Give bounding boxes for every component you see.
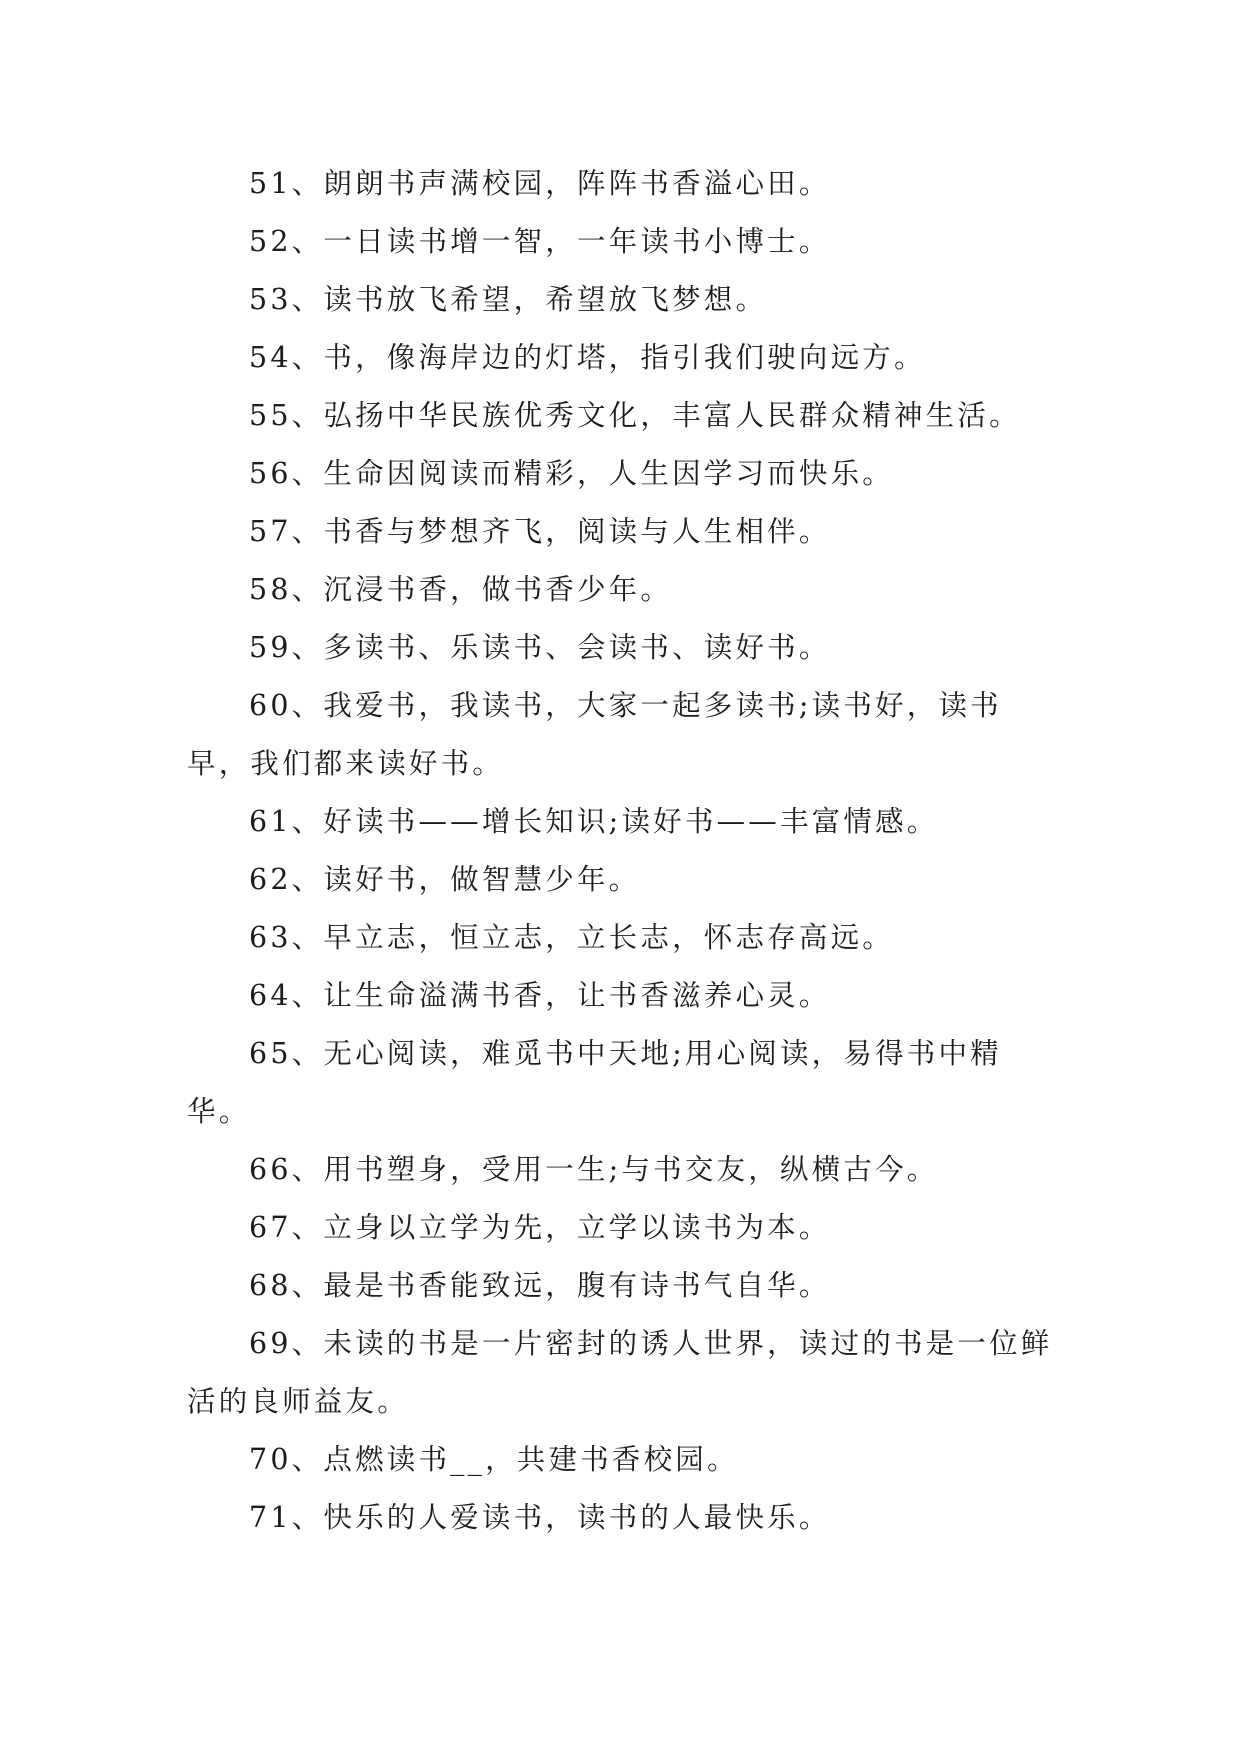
list-item: 63、早立志，恒立志，立长志，怀志存高远。	[249, 921, 894, 954]
list-item: 51、朗朗书声满校园，阵阵书香溢心田。	[249, 167, 831, 200]
list-item: 70、点燃读书__，共建书香校园。	[249, 1443, 739, 1476]
slogan-list	[187, 155, 1057, 1547]
list-item: 69、未读的书是一片密封的诱人世界，读过的书是一位鲜活的良师益友。	[187, 1327, 1053, 1418]
list-item: 65、无心阅读，难觅书中天地;用心阅读，易得书中精华。	[187, 1037, 1002, 1128]
list-item: 60、我爱书，我读书，大家一起多读书;读书好，读书早，我们都来读好书。	[187, 689, 1002, 780]
list-item: 62、读好书，做智慧少年。	[249, 863, 641, 896]
list-item: 68、最是书香能致远，腹有诗书气自华。	[249, 1269, 831, 1302]
list-item: 61、好读书——增长知识;读好书——丰富情感。	[249, 805, 939, 838]
list-item: 53、读书放飞希望，希望放飞梦想。	[249, 283, 768, 316]
list-item: 54、书，像海岸边的灯塔，指引我们驶向远方。	[249, 341, 926, 374]
list-item: 58、沉浸书香，做书香少年。	[249, 573, 673, 606]
list-item: 67、立身以立学为先，立学以读书为本。	[249, 1211, 831, 1244]
list-item: 56、生命因阅读而精彩，人生因学习而快乐。	[249, 457, 894, 490]
list-item: 66、用书塑身，受用一生;与书交友，纵横古今。	[249, 1153, 939, 1186]
list-item: 64、让生命溢满书香，让书香滋养心灵。	[249, 979, 831, 1012]
list-item: 57、书香与梦想齐飞，阅读与人生相伴。	[249, 515, 831, 548]
list-item: 71、快乐的人爱读书，读书的人最快乐。	[249, 1501, 831, 1534]
list-item: 52、一日读书增一智，一年读书小博士。	[249, 225, 831, 258]
list-item: 55、弘扬中华民族优秀文化，丰富人民群众精神生活。	[249, 399, 1021, 432]
list-item: 59、多读书、乐读书、会读书、读好书。	[249, 631, 831, 664]
